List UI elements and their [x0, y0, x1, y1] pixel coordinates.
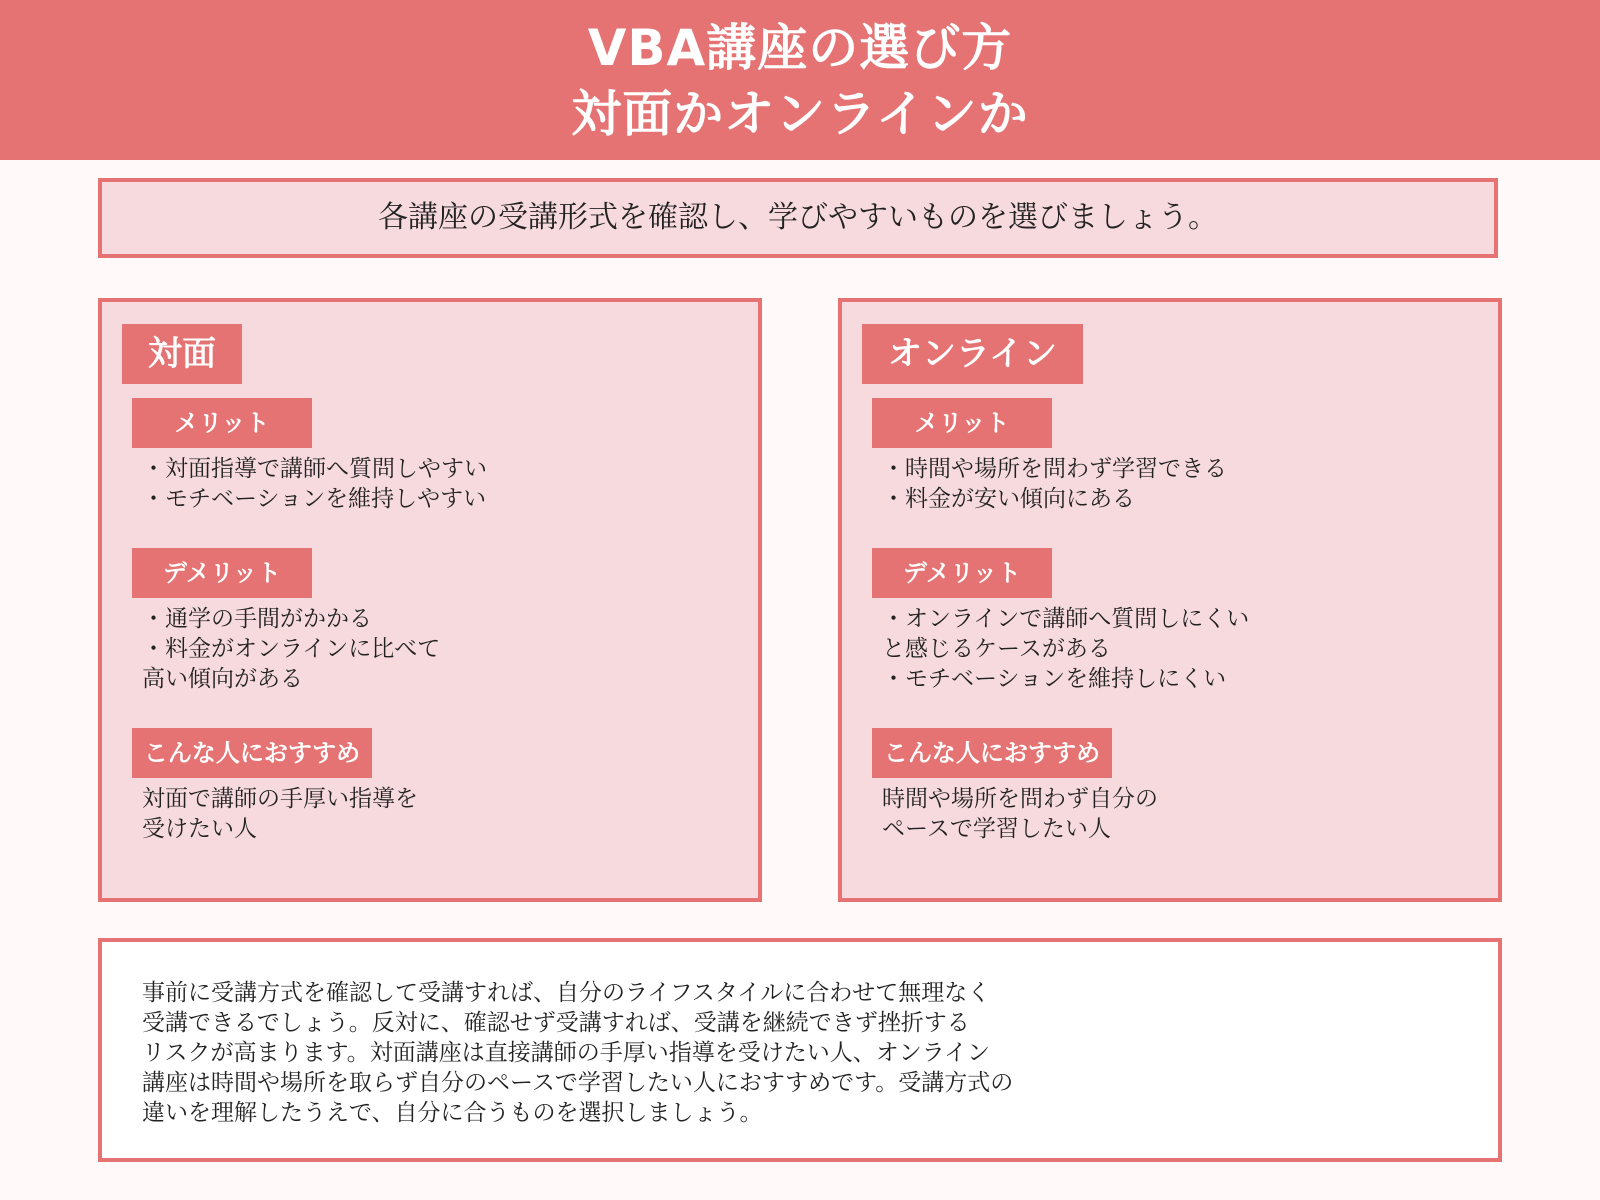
list-item: ・時間や場所を問わず学習できる — [882, 456, 1227, 482]
summary-text — [142, 978, 1013, 1128]
page-header — [0, 0, 1600, 160]
list-item: ・モチベーションを維持しにくい — [882, 666, 1227, 692]
list-item: と感じるケースがある — [882, 636, 1111, 662]
in-person-recommend-label: こんな人におすすめ — [132, 728, 372, 778]
list-item: ・通学の手間がかかる — [142, 606, 372, 632]
summary-line: リスクが高まります。対面講座は直接講師の手厚い指導を受けたい人、オンライン — [142, 1040, 991, 1066]
list-item: ・料金がオンラインに比べて — [142, 636, 441, 662]
online-demerit-label: デメリット — [872, 548, 1052, 598]
summary-line: 講座は時間や場所を取らず自分のペースで学習したい人におすすめです。受講方式の — [142, 1070, 1014, 1096]
list-item: ・オンラインで講師へ質問しにくい — [882, 606, 1250, 632]
list-item: ・料金が安い傾向にある — [882, 486, 1135, 512]
list-item: ・モチベーションを維持しやすい — [142, 486, 487, 512]
online-recommend-label: こんな人におすすめ — [872, 728, 1112, 778]
list-item: 高い傾向がある — [142, 666, 303, 692]
in-person-panel — [98, 298, 762, 902]
in-person-recommend-text — [142, 784, 742, 844]
text-line: ペースで学習したい人 — [882, 816, 1111, 842]
page-title-line1: VBA講座の選び方 — [587, 19, 1013, 77]
online-demerit-list — [882, 604, 1482, 694]
online-panel — [838, 298, 1502, 902]
in-person-merit-list — [142, 454, 742, 514]
online-recommend-text — [882, 784, 1482, 844]
in-person-merit-label: メリット — [132, 398, 312, 448]
text-line: 時間や場所を問わず自分の — [882, 786, 1158, 812]
text-line: 受けたい人 — [142, 816, 257, 842]
in-person-title: 対面 — [122, 324, 242, 384]
intro-banner: 各講座の受講形式を確認し、学びやすいものを選びましょう。 — [98, 178, 1498, 258]
in-person-demerit-label: デメリット — [132, 548, 312, 598]
online-merit-list — [882, 454, 1482, 514]
summary-line: 違いを理解したうえで、自分に合うものを選択しましょう。 — [142, 1100, 763, 1126]
summary-line: 受講できるでしょう。反対に、確認せず受講すれば、受講を継続できず挫折する — [142, 1010, 970, 1036]
text-line: 対面で講師の手厚い指導を — [142, 786, 418, 812]
page-title-line2: 対面かオンラインか — [571, 85, 1029, 143]
online-title: オンライン — [862, 324, 1083, 384]
in-person-demerit-list — [142, 604, 742, 694]
summary-box — [98, 938, 1502, 1162]
list-item: ・対面指導で講師へ質問しやすい — [142, 456, 487, 482]
online-merit-label: メリット — [872, 398, 1052, 448]
summary-line: 事前に受講方式を確認して受講すれば、自分のライフスタイルに合わせて無理なく — [142, 980, 991, 1006]
